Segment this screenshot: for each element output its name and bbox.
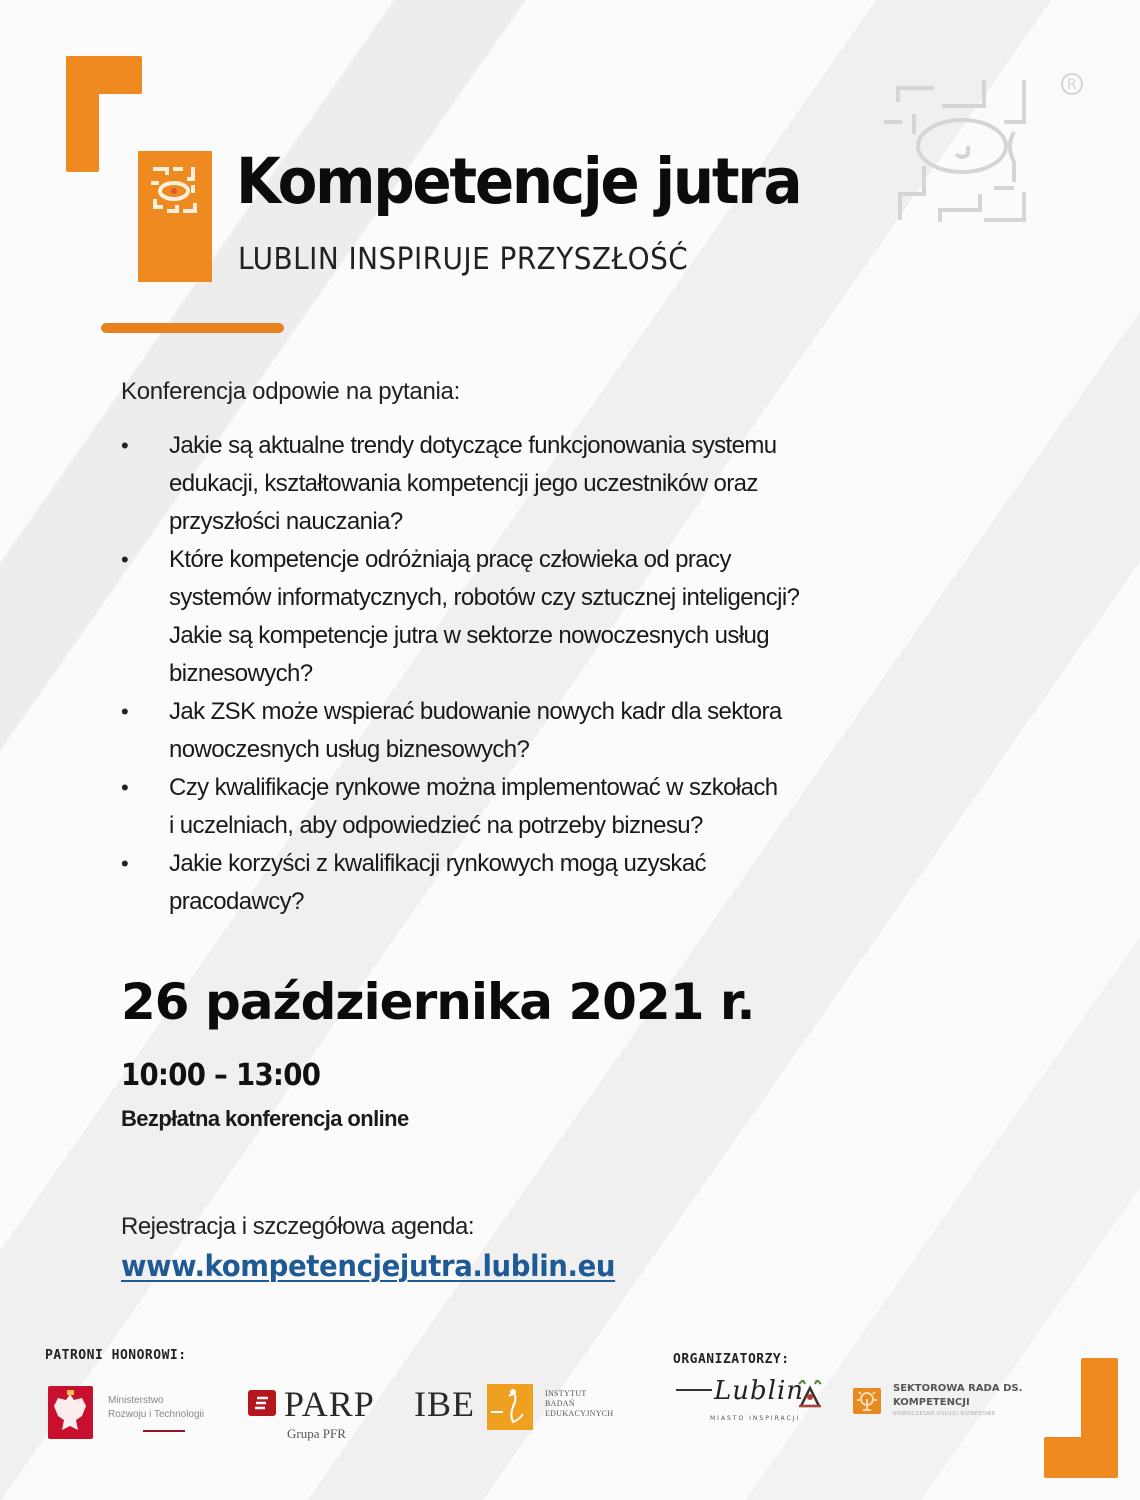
srk-line-2: KOMPETENCJI [893,1397,970,1408]
intro-text: Konferencja odpowie na pytania: [121,378,460,405]
srk-subtitle: NOWOCZESNE USŁUGI BIZNESOWE [893,1411,996,1417]
svg-text:R: R [1067,77,1077,93]
ministry-line-1: Ministerstwo [108,1395,164,1406]
registration-label: Rejestracja i szczegółowa agenda: [121,1213,475,1240]
event-format: Bezpłatna konferencja online [121,1106,409,1131]
ministry-name [108,1394,204,1422]
question-line: i uczelniach, aby odpowiedzieć na potrzeby biznesu? [169,812,703,839]
question-line: Czy kwalifikacje rynkowe można implementować w szkołach [169,774,778,801]
question-line: Jak ZSK może wspierać budowanie nowych kadr dla sektora [169,698,782,725]
question-line: Jakie są kompetencje jutra w sektorze nowoczesnych usług [169,622,770,649]
eye-maze-icon [147,161,203,217]
bullet-icon: • [121,547,129,572]
eye-maze-watermark-icon [884,72,1094,236]
title-underline-bar [101,323,284,333]
bullet-icon: • [121,775,129,800]
parp-logo-icon [248,1390,276,1416]
page-title: Kompetencje jutra [236,145,801,218]
question-line: nowoczesnych usług biznesowych? [169,736,530,763]
organizers-label: ORGANIZATORZY: [673,1352,790,1367]
page-subtitle: LUBLIN INSPIRUJE PRZYSZŁOŚĆ [238,242,689,277]
question-line: Jakie są aktualne trendy dotyczące funkcjonowania systemu [169,432,777,459]
question-item [121,693,1021,769]
bullet-icon: • [121,433,129,458]
corner-decoration-top-left-bar [66,56,142,94]
bullet-icon: • [121,851,129,876]
srk-line-1: SEKTOROWA RADA DS. [893,1383,1023,1394]
ibe-line-1: INSTYTUT [545,1389,587,1398]
ibe-name: IBE [414,1384,475,1424]
lublin-subtitle: MIASTO INSPIRACJI [710,1415,801,1422]
question-item [121,845,1021,921]
parp-subtitle: Grupa PFR [287,1426,346,1441]
question-line: Jakie korzyści z kwalifikacji rynkowych mogą uzyskać [169,850,706,877]
srk-tree-icon [853,1388,881,1414]
corner-decoration-bottom-right-bar [1044,1437,1118,1478]
logo-badge [138,151,212,282]
registration-link[interactable]: www.kompetencjejutra.lublin.eu [121,1249,616,1283]
lublin-name: Lublin [714,1376,805,1406]
parp-name: PARP [284,1384,375,1424]
srk-name [893,1382,1022,1410]
ibe-description [545,1389,614,1419]
patrons-label: PATRONI HONOROWI: [45,1348,187,1363]
question-list [121,427,1021,921]
polish-eagle-emblem-icon [48,1386,93,1439]
ibe-line-2: BADAŃ [545,1399,575,1408]
ministry-line-2: Rozwoju i Technologii [108,1409,204,1420]
lublin-emblem-icon [795,1380,825,1408]
question-line: pracodawcy? [169,888,304,915]
question-item [121,769,1021,845]
question-line: Które kompetencje odróżniają pracę człowieka od pracy [169,546,731,573]
question-line: przyszłości nauczania? [169,508,403,535]
bullet-icon: • [121,699,129,724]
event-time: 10:00 – 13:00 [121,1058,321,1093]
ibe-logo-icon [487,1384,533,1430]
question-item [121,427,1021,541]
lublin-logo-stroke [676,1389,712,1391]
ibe-line-3: EDUKACYJNYCH [545,1409,614,1418]
question-line: biznesowych? [169,660,313,687]
question-item [121,541,1021,693]
question-line: edukacji, kształtowania kompetencji jego uczestników oraz [169,470,758,497]
ministry-divider [143,1430,185,1432]
question-line: systemów informatycznych, robotów czy sztucznej inteligencji? [169,584,800,611]
event-date: 26 października 2021 r. [121,973,755,1031]
